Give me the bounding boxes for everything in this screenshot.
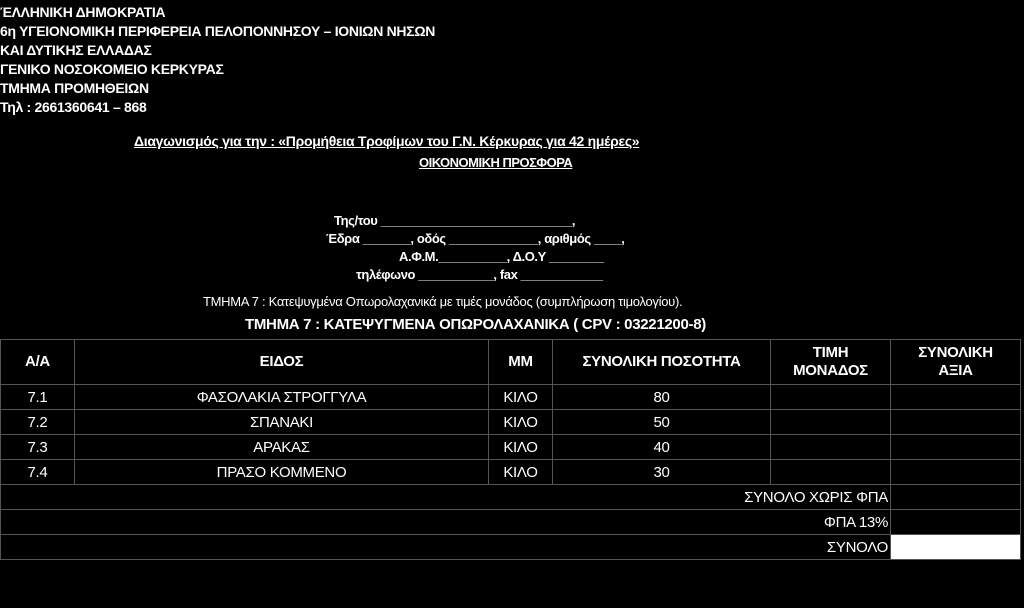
vat-value[interactable] [891,510,1021,535]
total-row [1,535,1021,560]
subtotal-label: ΣΥΝΟΛΟ ΧΩΡΙΣ ΦΠΑ [1,485,891,510]
total-value[interactable] [891,535,1021,560]
form-address-line: Έδρα _______, οδός _____________, αριθμός ____, [326,231,625,246]
cell-unit-price[interactable] [771,435,891,460]
cell-aa: 7.3 [1,435,75,460]
table-header-row [1,340,1021,385]
section-note: ΤΜΗΜΑ 7 : Κατεψυγμένα Οπωρολαχανικά με τιμές μονάδος (συμπλήρωση τιμολογίου). [203,294,683,309]
header-line-phone: Τηλ : 2661360641 – 868 [0,99,147,115]
price-table [0,339,1021,560]
col-header-unit-price-line1: ΤΙΜΗ [812,344,849,361]
col-header-item: ΕΙΔΟΣ [75,340,489,385]
cell-unit: ΚΙΛΟ [489,385,553,410]
cell-item: ΣΠΑΝΑΚΙ [75,410,489,435]
cell-qty: 30 [553,460,771,485]
tender-subject: Διαγωνισμός για την : «Προμήθεια Τροφίμων του Γ.Ν. Κέρκυρας για 42 ημέρες» [134,133,640,149]
issuer-header [0,3,435,117]
header-line-hospital: ΓΕΝΙΚΟ ΝΟΣΟΚΟΜΕΙΟ ΚΕΡΚΥΡΑΣ [0,61,224,77]
col-header-unit-price [771,340,891,385]
table-row [1,385,1021,410]
form-tax-line: Α.Φ.Μ.__________, Δ.Ο.Υ ________ [399,249,604,264]
cell-total[interactable] [891,385,1021,410]
cell-aa: 7.2 [1,410,75,435]
cell-unit-price[interactable] [771,385,891,410]
cell-unit-price[interactable] [771,410,891,435]
col-header-total [891,340,1021,385]
cell-qty: 50 [553,410,771,435]
cell-unit: ΚΙΛΟ [489,435,553,460]
col-header-aa: Α/Α [1,340,75,385]
header-line-department: ΤΜΗΜΑ ΠΡΟΜΗΘΕΙΩΝ [0,80,149,96]
vat-row [1,510,1021,535]
subtotal-value[interactable] [891,485,1021,510]
header-line-country: ΈΛΛΗΝΙΚΗ ΔΗΜΟΚΡΑΤΙΑ [0,4,166,20]
cell-unit-price[interactable] [771,460,891,485]
cell-item: ΠΡΑΣΟ ΚΟΜΜΕΝΟ [75,460,489,485]
col-header-total-line1: ΣΥΝΟΛΙΚΗ [918,344,993,361]
form-company-line: Της/του ____________________________, [334,213,576,228]
cell-qty: 80 [553,385,771,410]
cell-aa: 7.4 [1,460,75,485]
form-phone-line: τηλέφωνο ___________, fax ____________ [356,267,603,282]
total-label: ΣΥΝΟΛΟ [1,535,891,560]
vat-label: ΦΠΑ 13% [1,510,891,535]
cell-total[interactable] [891,410,1021,435]
col-header-qty: ΣΥΝΟΛΙΚΗ ΠΟΣΟΤΗΤΑ [553,340,771,385]
cell-unit: ΚΙΛΟ [489,410,553,435]
cell-total[interactable] [891,435,1021,460]
col-header-total-line2: ΑΞΙΑ [938,362,973,379]
header-line-region-cont: ΚΑΙ ΔΥΤΙΚΗΣ ΕΛΛΑΔΑΣ [0,42,152,58]
col-header-unit-price-line2: ΜΟΝΑΔΟΣ [793,362,868,379]
cell-qty: 40 [553,435,771,460]
table-row [1,435,1021,460]
cell-item: ΑΡΑΚΑΣ [75,435,489,460]
subtotal-row [1,485,1021,510]
section-heading: ΤΜΗΜΑ 7 : ΚΑΤΕΨΥΓΜΕΝΑ ΟΠΩΡΟΛΑΧΑΝΙΚΑ ( CPV : 03221200-8) [245,316,706,333]
table-row [1,460,1021,485]
cell-item: ΦΑΣΟΛΑΚΙΑ ΣΤΡΟΓΓΥΛΑ [75,385,489,410]
col-header-unit: ΜΜ [489,340,553,385]
cell-unit: ΚΙΛΟ [489,460,553,485]
cell-total[interactable] [891,460,1021,485]
header-line-health-region: 6η ΥΓΕΙΟΝΟΜΙΚΗ ΠΕΡΙΦΕΡΕΙΑ ΠΕΛΟΠΟΝΝΗΣΟΥ – ΙΟΝΙΩΝ ΝΗΣΩΝ [0,23,436,39]
offer-title: ΟΙΚΟΝΟΜΙΚΗ ΠΡΟΣΦΟΡΑ [419,155,573,170]
cell-aa: 7.1 [1,385,75,410]
table-row [1,410,1021,435]
